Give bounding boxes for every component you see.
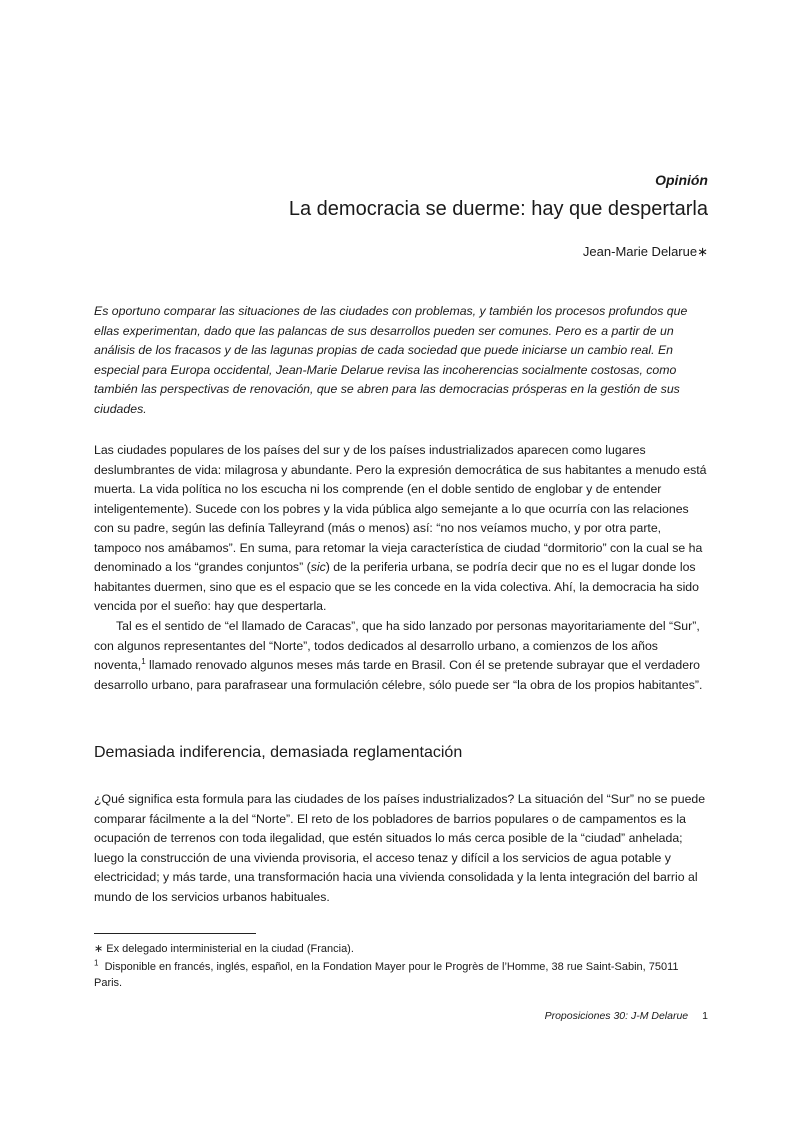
body-paragraph-2 [94, 617, 708, 695]
footnote-ref-1: 1 [141, 656, 146, 666]
footnote-1-mark: 1 [94, 958, 99, 968]
p1-text-b: ) de la periferia urbana, se podría decir que no es el lugar donde los habitantes duermen, sino que es el espacio que se les concede en la vida colectiva. Ahí, la democracia ha sido vencida por el sueño: hay que despertarla. [94, 560, 699, 613]
section-label: Opinión [655, 172, 708, 188]
p1-text-a: Las ciudades populares de los países del sur y de los países industrializados aparecen como lugares deslumbrantes de vida: milagrosa y abundante. Pero la expresión democrática de sus habitantes a menudo está muerta. La vida política no los escucha ni los comprende (en el doble sentido de englobar y de entender inteligentemente). Sucede con los pobres y la vida pública algo semejante a lo que ocurría con las relaciones con su padre, según las definía Talleyrand (más o menos) así: “no nos veíamos mucho, y por otra parte, tampoco nos amábamos”. En suma, para retomar la vieja característica de ciudad “dormitorio” con la cual se ha denominado a los “grandes conjuntos” ( [94, 443, 707, 574]
footnotes [94, 941, 708, 993]
footnote-1-text: Disponible en francés, inglés, español, en la Fondation Mayer pour le Progrès de l’Homme, 38 rue Saint-Sabin, 75011 Paris. [94, 961, 679, 989]
abstract: Es oportuno comparar las situaciones de las ciudades con problemas, y también los procesos profundos que ellas experimentan, dado que las palancas de sus desarrollos pueden ser comunes. Pero es a partir de un análisis de los fracasos y de las lagunas propias de cada sociedad que puede iniciarse un cambio real. En especial para Europa occidental, Jean-Marie Delarue revisa las incoherencias socialmente costosas, como también las perspectivas de renovación, que se abren para las democracias prósperas en la gestión de sus ciudades. [94, 304, 688, 416]
footnote-author-text: Ex delegado interministerial en la ciudad (Francia). [106, 943, 354, 955]
p2-text-b: llamado renovado algunos meses más tarde en Brasil. Con él se pretende subrayar que el verdadero desarrollo urbano, para parafrasear una formulación célebre, sólo puede ser “la obra de los propios habitantes”. [94, 658, 703, 692]
page-number: 1 [702, 1010, 708, 1022]
body-paragraph-3: ¿Qué significa esta formula para las ciudades de los países industrializados? La situación del “Sur” no se puede comparar fácilmente a la del “Norte”. El reto de los pobladores de barrios populares o de campamentos es la ocupación de terrenos con toda ilegalidad, que estén situados lo más cerca posible de la “ciudad” anhelada; luego la construcción de una vivienda provisoria, el acceso tenaz y difícil a los servicios de agua potable y electricidad; y más tarde, una transformación hacia una vivienda consolidada y la lenta integración del barrio al mundo de los servicios urbanos habituales. [94, 792, 706, 904]
running-footer: Proposiciones 30: J-M Delarue [544, 1010, 689, 1022]
footnote-author-mark: ∗ [94, 943, 104, 955]
p1-sic: sic [310, 560, 326, 574]
author-line [583, 244, 708, 260]
section-heading: Demasiada indiferencia, demasiada reglamentación [94, 744, 463, 761]
author-name: Jean-Marie Delarue [582, 244, 698, 259]
author-footnote-mark: ∗ [697, 244, 708, 259]
p2-text-a: Tal es el sentido de “el llamado de Caracas”, que ha sido lanzado por personas mayoritariamente del “Sur”, con algunos representantes del “Norte”, todos dedicados al desarrollo urbano, a comienzos de los años noventa, [94, 619, 700, 672]
footnote-author [94, 941, 708, 957]
footnote-divider [94, 933, 256, 934]
article-title-text: La democracia se duerme: hay que despertarla [288, 198, 708, 220]
footnote-1 [94, 959, 708, 991]
body-paragraph-1 [94, 441, 708, 617]
page-footer [545, 1010, 708, 1022]
article-title [289, 198, 708, 221]
